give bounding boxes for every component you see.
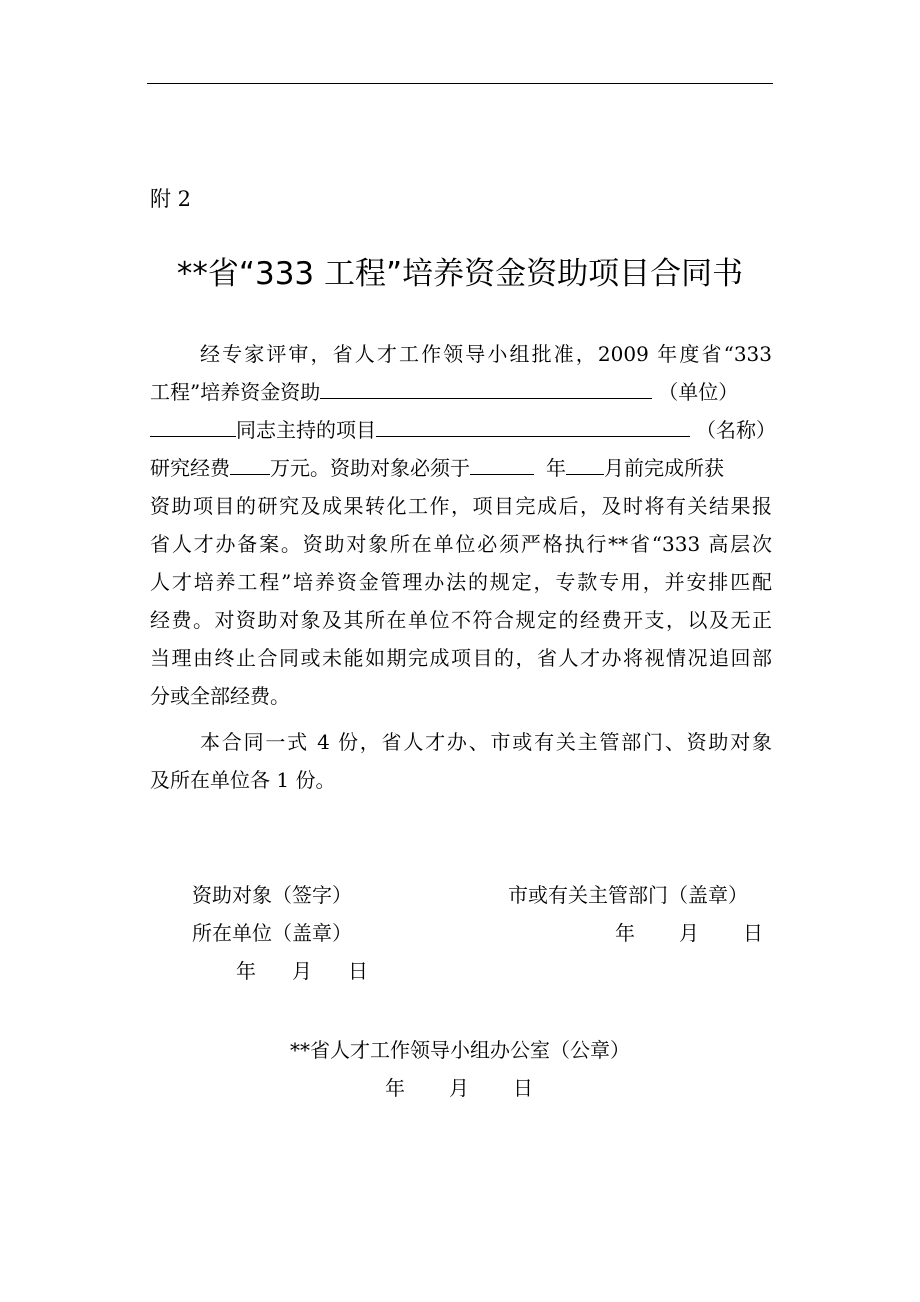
unit-seal-label: 所在单位（盖章）: [192, 921, 352, 945]
project-name-blank[interactable]: [376, 416, 690, 437]
researcher-blank[interactable]: [150, 416, 236, 437]
date-month: 月: [292, 959, 312, 983]
annex-label: 附 2: [150, 187, 192, 211]
body-line-5: 资助项目的研究及成果转化工作，项目完成后，及时将有关结果报: [150, 494, 772, 518]
date-year: 年: [615, 921, 635, 945]
date-month: 月: [679, 921, 699, 945]
recipient-date: [236, 956, 368, 986]
date-day: 日: [348, 959, 368, 983]
date-year: 年: [236, 959, 256, 983]
body-line-6: 省人才办备案。资助对象所在单位必须严格执行**省“333 高层次: [150, 532, 772, 556]
recipient-signature-label: 资助对象（签字）: [192, 883, 352, 907]
department-seal-label: 市或有关主管部门（盖章）: [508, 883, 748, 907]
body-line-12: 及所在单位各 1 份。: [150, 768, 336, 792]
body-line-3: 同志主持的项目 （名称）: [150, 415, 772, 445]
body-line-1: 经专家评审，省人才工作领导小组批准，2009 年度省“333: [200, 342, 772, 366]
office-seal-label: **省人才工作领导小组办公室（公章）: [290, 1038, 630, 1062]
header-rule: [147, 83, 773, 84]
office-date: [385, 1073, 533, 1103]
date-month: 月: [449, 1076, 469, 1100]
body-line-10: 分或全部经费。: [150, 684, 290, 708]
department-date: [615, 918, 763, 948]
body-line-4: 研究经费 万元。资助对象必须于 年 月前完成所获: [150, 456, 724, 480]
body-line-8: 经费。对资助对象及其所在单位不符合规定的经费开支，以及无正: [150, 608, 772, 632]
date-year: 年: [385, 1076, 405, 1100]
body-line-9: 当理由终止合同或未能如期完成项目的，省人才办将视情况追回部: [150, 646, 772, 670]
date-day: 日: [513, 1076, 533, 1100]
date-day: 日: [743, 921, 763, 945]
unit-blank[interactable]: [320, 378, 652, 399]
body-line-7: 人才培养工程”培养资金管理办法的规定，专款专用，并安排匹配: [150, 570, 772, 594]
deadline-year-blank[interactable]: [470, 454, 534, 475]
funding-amount-blank[interactable]: [230, 454, 270, 475]
body-line-2: 工程”培养资金资助 （单位）: [150, 380, 739, 404]
body-line-11: 本合同一式 4 份，省人才办、市或有关主管部门、资助对象: [200, 730, 772, 754]
deadline-month-blank[interactable]: [566, 454, 604, 475]
document-title: **省“333 工程”培养资金资助项目合同书: [176, 256, 744, 292]
